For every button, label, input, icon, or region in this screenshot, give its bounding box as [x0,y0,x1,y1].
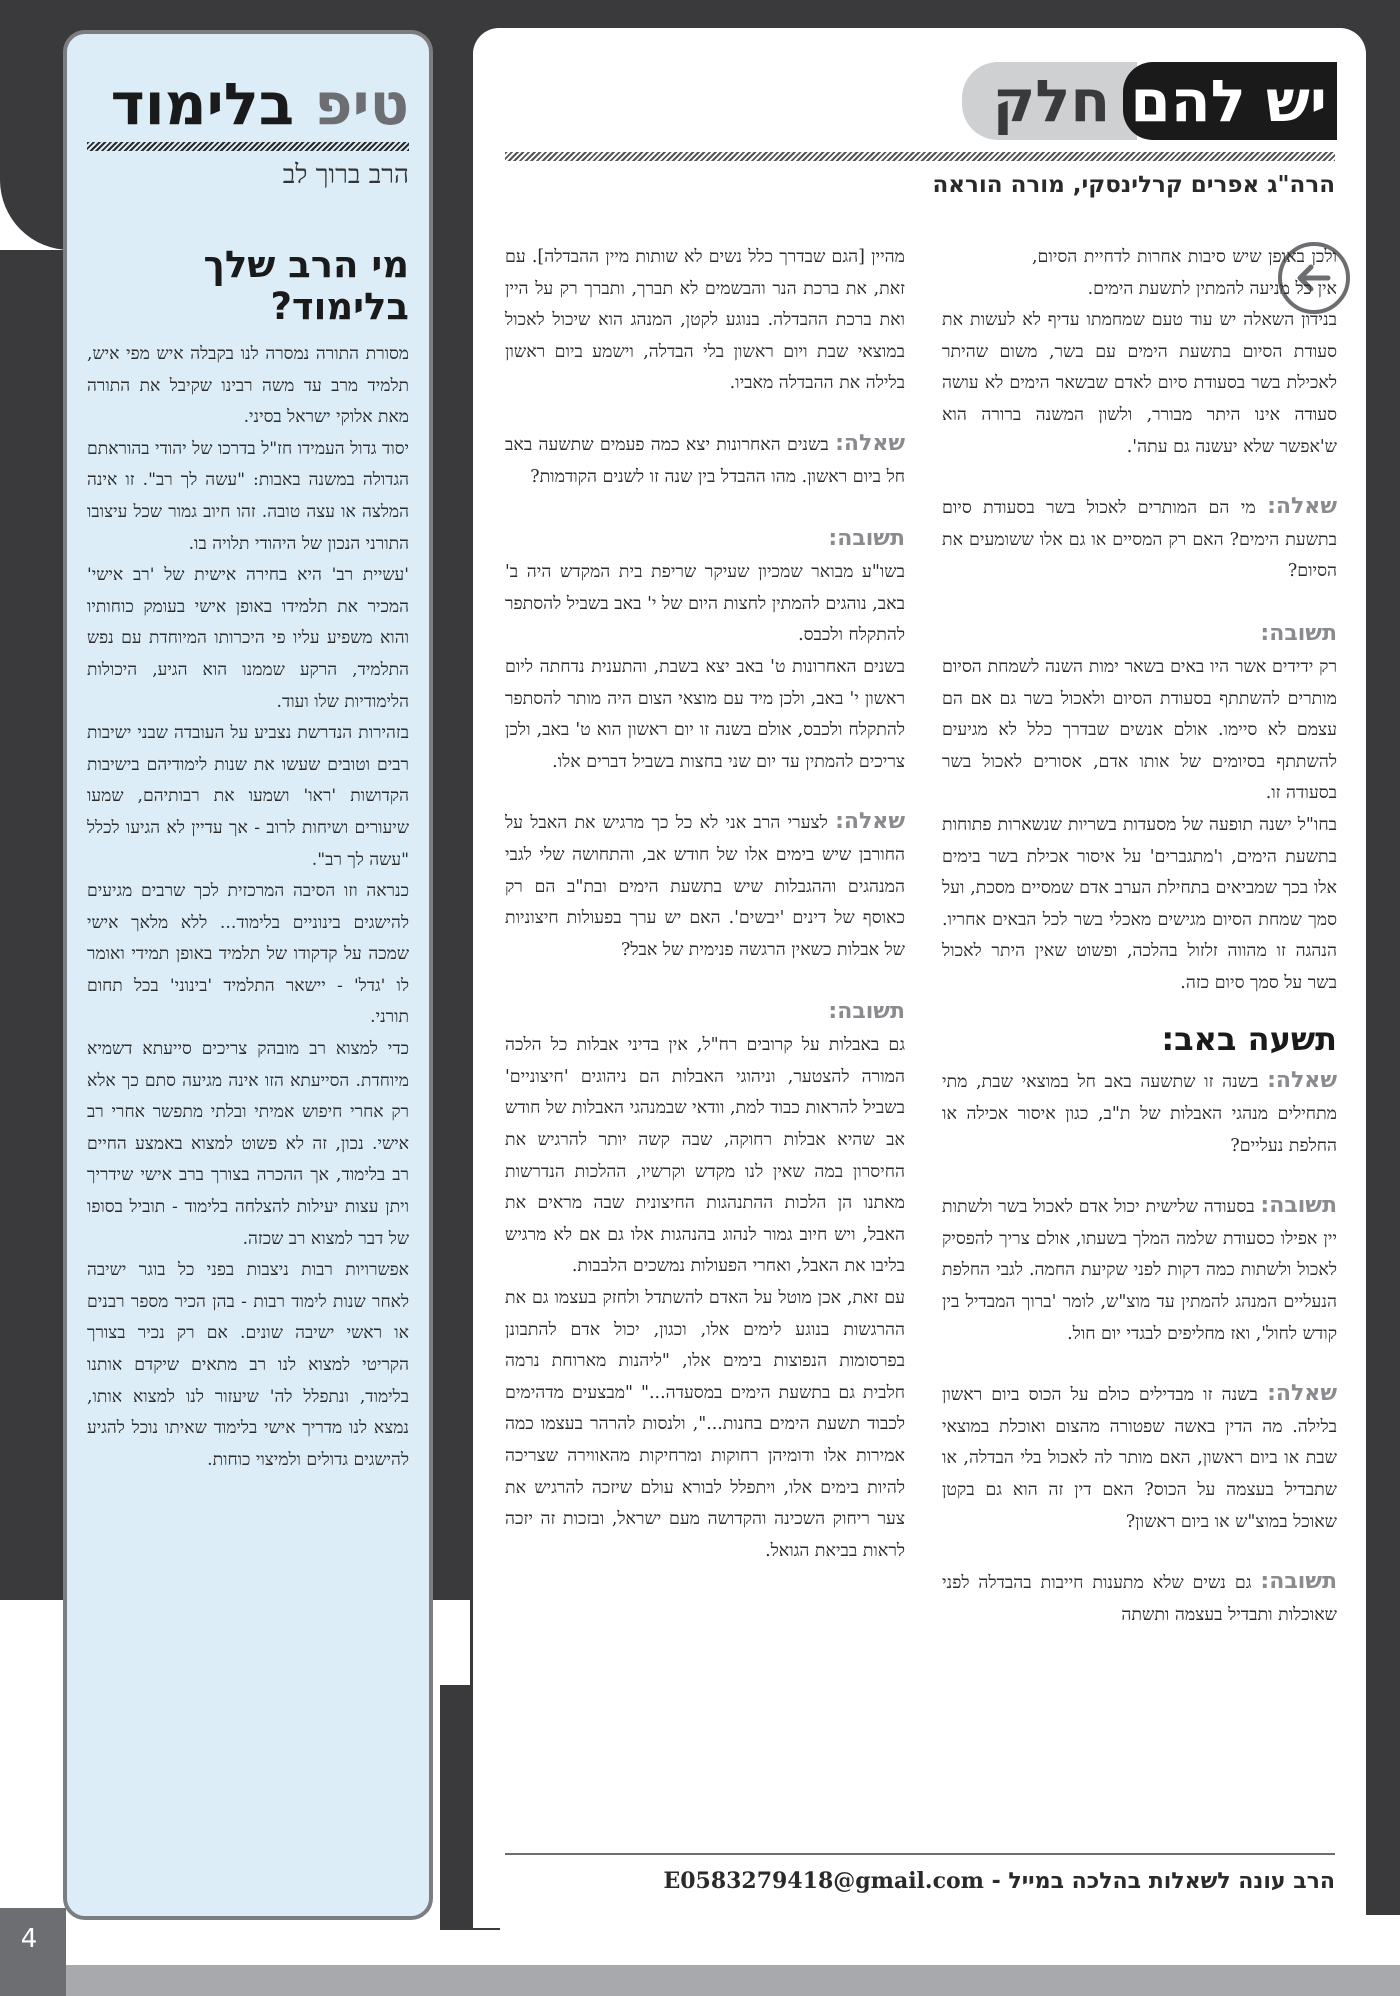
sidebar-author: הרב ברוך לב [282,160,409,190]
footer-divider [505,1853,1335,1855]
sidebar-paragraph: כדי למצוא רב מובהק צריכים סייעתא דשמיא מיוחדת. הסייעתא הזו אינה מגיעה סתם כך אלא רק אחרי חיפוש אמיתי ובלתי מתפשר אחרי רב אישי. נכון, זה לא פשוט למצוא באמצע החיים רב בלימוד, אך ההכרה בצורך ברב אישי שידריך ויתן עצות יעילות להצלחה בלימוד - תוביל בסופו של דבר למצוא רב שכזה. [87,1039,409,1249]
sidebar-paragraph: אפשרויות רבות ניצבות בפני כל בוגר ישיבה לאחר שנות לימוד רבות - בהן הכיר מספר רבנים או ראשי ישיבה שונים. אם רק נכיר בצורך הקריטי למצוא לנו רב מתאים שיקדם אותנו בלימוד, ונתפלל לה' שיעזור לנו למצוא אותו, נמצא לנו מדריך אישי בלימוד שאיתו נוכל להגיע להישגים גדולים ולמיצוי כוחות. [87,1260,409,1470]
answer-label: תשובה: [828,999,905,1025]
sidebar-divider [87,142,409,151]
sidebar-paragraph: בזהירות הנדרשת נצביע על העובדה שבני ישיבות רבים וטובים שעשו את שנות לימודיהם בישיבות הקדושות 'ראו' ושמעו את רבותיהם, שמעו שיעורים ושיחות לרוב - אך עדיין לא הגיעו לכלל "עשה לך רב". [87,723,409,870]
sidebar-paragraph: כנראה וזו הסיבה המרכזית לכך שרבים מגיעים להישגים בינוניים בלימוד... ללא מלאך אישי שמכה על קדקודו של תלמיד באופן תמידי ואומר לו 'גדל' - יישאר התלמיד 'בינוני' בכל תחום תורני. [87,881,409,1028]
answer: בחו"ל ישנה תופעה של מסעדות בשריות שנשארות פתוחות בתשעת הימים, ו'מתגברים' על איסור אכילת בשר בימים אלו בכך שמביאים בתחילת הערב אדם שמסיים מסכת, ועל סמך שמחת הסיום מגישים מאכלי בשר לכל הבאים אחריו. הנהגה זו מהווה זלזול בהלכה, ופשוט שאין היתר לאכול בשר על סמך סיום כזה. [942,814,1337,993]
header-divider [505,152,1335,161]
sidebar-paragraph: יסוד גדול העמידו חז"ל בדרכו של יהודי בהוראתם הגדולה במשנה באבות: "עשה לך רב". זו אינה המלצה או עצה טובה. זהו חיוב גמור שכל עיצובו התורני הנכון של היהודי תלויה בו. [87,438,409,554]
article-title-box [962,62,1337,140]
page-corner-curve [0,0,70,250]
answer-label: תשובה: [1260,620,1337,646]
answer: גם באבלות על קרובים רח"ל, אין בדיני אבלות כל הלכה המורה להצטער, וניהוגי האבלות הם ניהוגים 'חיצוניים' בשביל להראות כבוד למת, וודאי שבמנהגי האבלות של חודש אב שהיא אבלות רחוקה, שבה קשה יותר להרגיש את החיסרון במה שאין לנו מקדש וקרשיו, ההלכות הנדרשות מאתנו הן הלכות ההתנהגות החיצונית שבה מראים את האבל, ויש חיוב גמור לנהוג בהנהגות אלו גם אם לא מרגיש בליבו את האבל, ואחרי הפעולות נמשכים הלבבות. [505,1035,905,1277]
answer: תשובה: גם נשים שלא מתענות חייבות בהבדלה לפני שאוכלות ותבדיל בעצמה ותשתה [942,1569,1337,1625]
paragraph: בנידון השאלה יש עוד טעם שמחמתו עדיף לא לעשות את סעודת הסיום בתשעת הימים עם בשר, משום שהיתר לאכילת בשר בסעודת סיום לאדם שבשאר הימים לא עושה סעודה אינו היתר מבורר, ולשון המשנה ברורה הוא ש'אפשר שלא יעשנה גם עתה'. [942,310,1337,457]
answer: רק ידידים אשר היו באים בשאר ימות השנה לשמחת הסיום מותרים להשתתף בסעודת הסיום ולאכול בשר גם אם הם עצמם לא סיימו. אולם אנשים שבדרך כלל לא מגיעים להשתתף בסיומים של אותו אדם, אסורים לאכול בשר בסעודה זו. [942,656,1337,804]
section-heading: תשעה באב: [1161,1020,1337,1059]
question: שאלה: מי הם המותרים לאכול בשר בסעודת סיום בתשעת הימים? האם רק המסיים או גם אלו ששומעים את הסיום? [942,494,1337,582]
article-column-right [942,242,1337,1631]
footer: הרב עונה לשאלות בהלכה במייל - E0583279418@gmail.com [663,1868,1335,1894]
page-number: 4 [20,1924,38,1954]
question: שאלה: בשנה זו מבדילים כולם על הכוס ביום ראשון בלילה. מה הדין באשה שפטורה מהצום ואוכלת במוצאי שבת או ביום ראשון, האם מותר לה לאכול בלי הבדלה, או שתבדיל בעצמה על הכוס? האם דין זה הוא גם בקטן שאוכל במוצ"ש או ביום ראשון? [942,1381,1337,1532]
answer: בשו"ע מבואר שמכיון שעיקר שריפת בית המקדש היה ב' באב, נוהגים להמתין לחצות היום של י' באב בשביל להסתפר להתקלח ולכבס. [505,562,905,646]
answer: תשובה: בסעודה שלישית יכול אדם לאכול בשר ולשתות יין אפילו כסעודת שלמה המלך בשעתו, אולם צריך להפסיק לאכול ולשתות כמה דקות לפני שקיעת החמה. לגבי החלפת הנעליים המנהג להמתין עד מוצ"ש, לומר 'ברוך המבדיל בין קודש לחול', ואז מחליפים לבגדי יום חול. [942,1193,1337,1344]
paragraph: מהיין [הגם שבדרך כלל נשים לא שותות מיין ההבדלה]. עם זאת, את ברכת הנר והבשמים לא תברך, ותברך רק על היין ואת ברכת ההבדלה. בנוגע לקטן, המנהג הוא שיכול לאכול במוצאי שבת ויום ראשון בלי הבדלה, וישמע ביום ראשון בלילה את ההבדלה מאביו. [505,247,905,394]
contact-email[interactable]: E0583279418@gmail.com [663,1868,984,1894]
answer: בשנים האחרונות ט' באב יצא בשבת, והתענית נדחתה ליום ראשון י' באב, ולכן מיד עם מוצאי הצום היה מותר להסתפר להתקלח ולכבס, אולם בשנה זו יום ראשון הוא ט' באב, ולכן צריכים להמתין עד יום שני בחצות בשביל דברים אלו. [505,656,905,772]
article-byline: הרה"ג אפרים קרלינסקי, מורה הוראה [932,172,1335,198]
question: שאלה: לצערי הרב אני לא כל כך מרגיש את האבל על החורבן שיש בימים אלו של חודש אב, והתחושה שלי לגבי המנהגים וההגבלות שיש בתשעת הימים ובת"ב הם רק כאוסף של דינים 'יבשים'. האם יש ערך בפעולות חיצוניות של אבלות כשאין הרגשה פנימית של אבל? [505,809,905,960]
page-bottom-strip [0,1965,1400,1996]
article-column-left [505,242,905,1567]
sidebar-body [87,339,409,1909]
sidebar-paragraph: 'עשיית רב' היא בחירה אישית של 'רב אישי' המכיר את תלמידו באופן אישי בעומק כוחותיו והוא משפיע עליו פי היכרותו המיוחדת עם נפש התלמיד, הרקע שממנו הוא הגיע, היכולות הלימודיות שלו ועוד. [87,565,409,712]
sidebar-paragraph: מסורת התורה נמסרה לנו בקבלה איש מפי איש, תלמיד מרב עד משה רבינו שקיבל את התורה מאת אלוקי ישראל בסיני. [87,344,409,428]
tip-sidebar [63,30,433,1920]
question: שאלה: בשנים האחרונות יצא כמה פעמים שתשעה באב חל ביום ראשון. מהו ההבדל בין שנה זו לשנים הקודמות? [505,430,906,487]
answer: עם זאת, אכן מוטל על האדם להשתדל ולחזק בעצמו גם את ההרגשות בנוגע לימים אלו, וכגון, יכול אדם להתבונן בפרסומות הנפוצות בימים אלו, "ליהנות מארוחת נרמה חלבית גם בתשעת הימים במסעדה..." "מבצעים מדהימים לכבוד תשעת הימים בחנות...", ולנסות להרהר בעצמו כמה אמירות אלו ודומיהן רחוקות ומרחיקות מהאווירה שצריכה להיות בימים אלו, ויתפלל לבורא עולם שיזכה להרגיש את צער ריחוק השכינה והקדושה מעם ישראל, ובזכות זה יזכה לראות בביאת הגואל. [505,1288,905,1561]
sidebar-heading: מי הרב שלך בלימוד? [203,243,409,328]
question: שאלה: בשנה זו שתשעה באב חל במוצאי שבת, מתי מתחילים מנהגי האבלות של ת"ב, כגון איסור אכילה או החלפת נעליים? [942,1068,1337,1156]
answer-label: תשובה: [828,526,905,552]
article-title: יש להם חלק [992,67,1327,135]
paragraph: ולכן באופן שיש סיבות אחרות לדחיית הסיום, אין כל מניעה להמתין לתשעת הימים. [1032,247,1337,299]
sidebar-title: טיפ בלימוד [110,70,409,138]
